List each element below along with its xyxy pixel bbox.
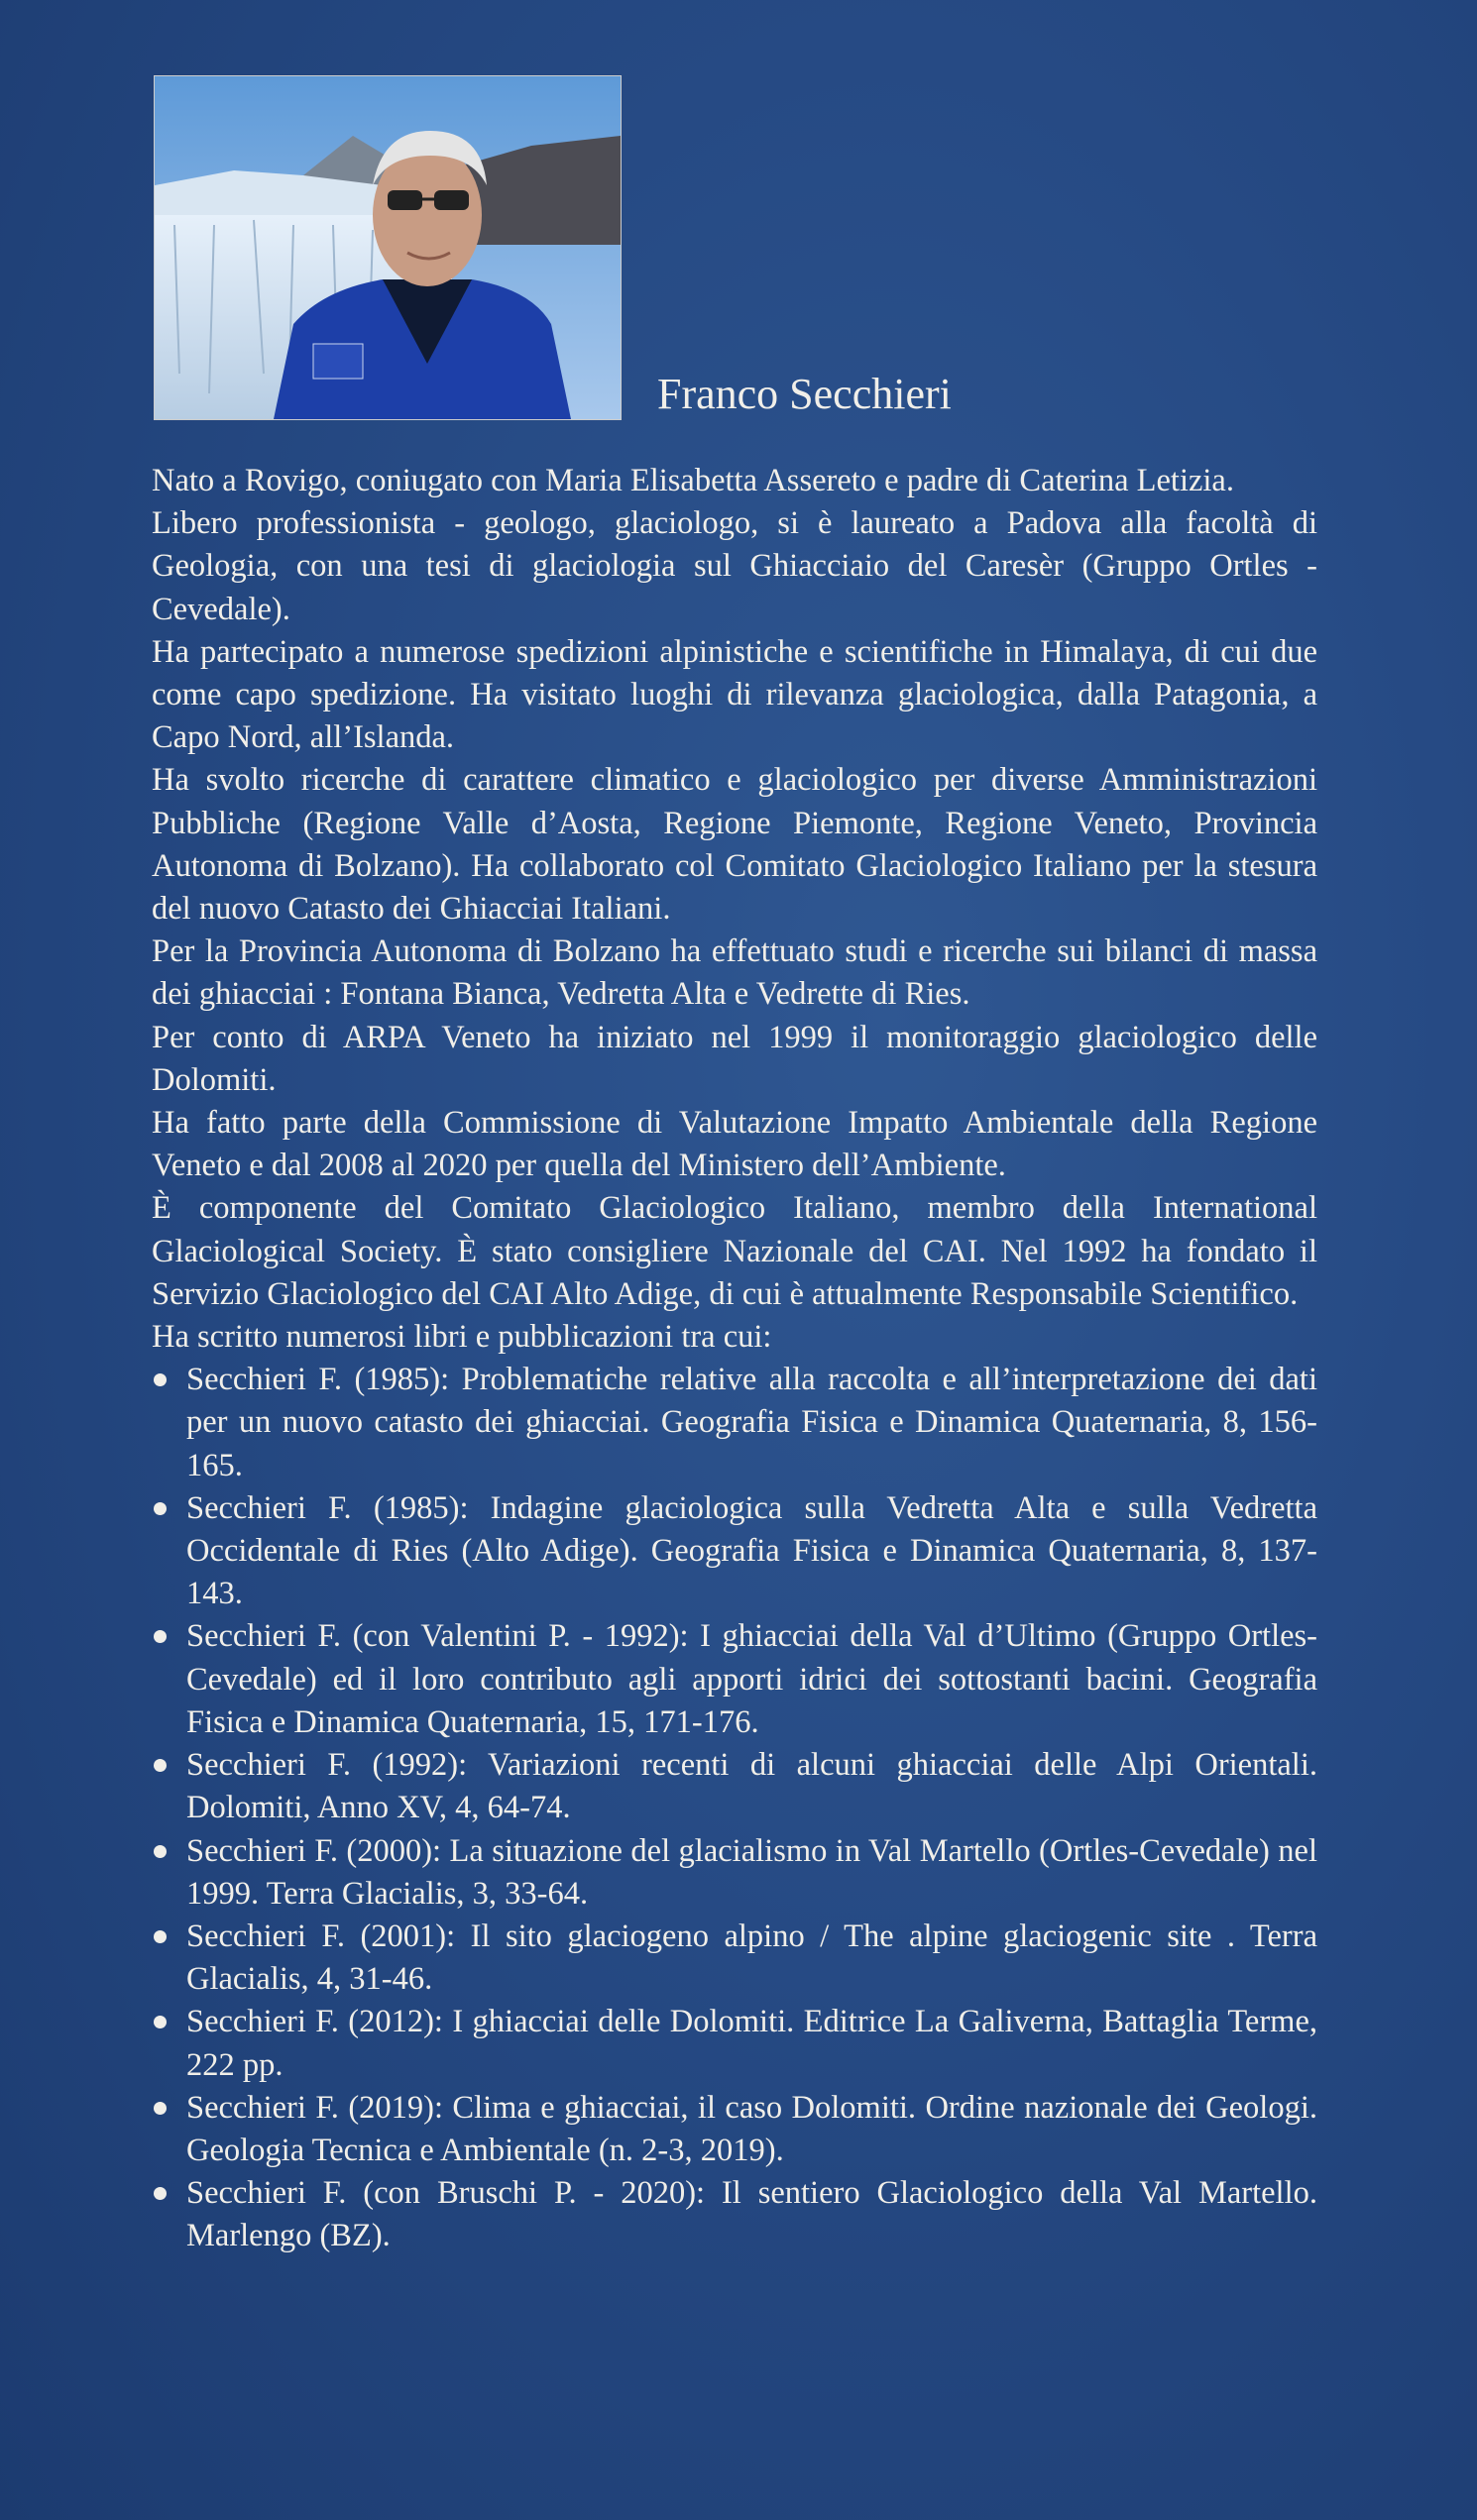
publication-list	[152, 1359, 1317, 2257]
publication-text: Secchieri F. (1985): Problematiche relative alla raccolta e all’interpretazione dei dati per un nuovo catasto dei ghiacciai. Geografia Fisica e Dinamica Quaternaria, 8, 156-165.	[186, 1362, 1317, 1483]
publication-text: Secchieri F. (2001): Il sito glaciogeno alpino / The alpine glaciogenic site . Terra Glacialis, 4, 31-46.	[186, 1917, 1317, 1998]
publication-item	[152, 1830, 1317, 1916]
publication-text: Secchieri F. (2000): La situazione del glacialismo in Val Martello (Ortles-Cevedale) nel 1999. Terra Glacialis, 3, 33-64.	[186, 1832, 1317, 1912]
publication-text: Secchieri F. (con Valentini P. - 1992): I ghiacciai della Val d’Ultimo (Gruppo Ortles-Cevedale) ed il loro contributo agli apporti idrici dei sottostanti bacini. Geografia Fisica e Dinamica Quaternaria, 15, 171-176.	[186, 1618, 1317, 1740]
bullet-icon	[154, 2187, 167, 2200]
publication-item	[152, 2087, 1317, 2172]
bullet-icon	[154, 2102, 167, 2115]
publication-text: Secchieri F. (2012): I ghiacciai delle Dolomiti. Editrice La Galiverna, Battaglia Terme, 222 pp.	[186, 2004, 1317, 2083]
publication-text: Secchieri F. (2019): Clima e ghiacciai, il caso Dolomiti. Ordine nazionale dei Geologi. Geologia Tecnica e Ambientale (n. 2-3, 2019).	[186, 2089, 1317, 2168]
biography	[152, 460, 1317, 2258]
bio-paragraph: Per la Provincia Autonoma di Bolzano ha effettuato studi e ricerche sui bilanci di massa dei ghiacciai : Fontana Bianca, Vedretta Alta e Vedrette di Ries.	[152, 933, 1317, 1013]
bio-paragraph: Libero professionista - geologo, glaciologo, si è laureato a Padova alla facoltà di Geologia, con una tesi di glaciologia sul Ghiacciaio del Caresèr (Gruppo Ortles - Cevedale).	[152, 505, 1317, 627]
bullet-icon	[154, 2016, 167, 2028]
author-photo	[154, 75, 622, 420]
bio-paragraph: Per conto di ARPA Veneto ha iniziato nel 1999 il monitoraggio glaciologico delle Dolomiti.	[152, 1019, 1317, 1098]
bio-paragraph: Ha scritto numerosi libri e pubblicazioni tra cui:	[152, 1319, 772, 1356]
bullet-icon	[154, 1845, 167, 1858]
bullet-icon	[154, 1930, 167, 1943]
bio-paragraph: Ha partecipato a numerose spedizioni alpinistiche e scientifiche in Himalaya, di cui due come capo spedizione. Ha visitato luoghi di rilevanza glaciologica, dalla Patagonia, a Capo Nord, all’Islanda.	[152, 633, 1317, 756]
publication-item	[152, 1359, 1317, 1487]
author-name: Franco Secchieri	[657, 370, 952, 418]
bio-paragraph: Ha svolto ricerche di carattere climatico e glaciologico per diverse Amministrazioni Pubbliche (Regione Valle d’Aosta, Regione Piemonte, Regione Veneto, Provincia Autonoma di Bolzano). Ha collaborato col Comitato Glaciologico Italiano per la stesura del nuovo Catasto dei Ghiacciai Italiani.	[152, 762, 1317, 928]
bullet-icon	[154, 1759, 167, 1772]
publication-text: Secchieri F. (1985): Indagine glaciologica sulla Vedretta Alta e sulla Vedretta Occidentale di Ries (Alto Adige). Geografia Fisica e Dinamica Quaternaria, 8, 137-143.	[186, 1489, 1317, 1612]
publication-text: Secchieri F. (1992): Variazioni recenti di alcuni ghiacciai delle Alpi Orientali. Dolomiti, Anno XV, 4, 64-74.	[186, 1747, 1317, 1826]
publication-item	[152, 1487, 1317, 1616]
bio-paragraph: È componente del Comitato Glaciologico Italiano, membro della International Glaciological Society. È stato consigliere Nazionale del CAI. Nel 1992 ha fondato il Servizio Glaciologico del CAI Alto Adige, di cui è attualmente Responsabile Scientifico.	[152, 1190, 1317, 1312]
publication-text: Secchieri F. (con Bruschi P. - 2020): Il sentiero Glaciologico della Val Martello. Marlengo (BZ).	[186, 2175, 1317, 2254]
bullet-icon	[154, 1502, 167, 1515]
publication-item	[152, 1916, 1317, 2001]
bullet-icon	[154, 1373, 167, 1386]
publication-item	[152, 2172, 1317, 2257]
bio-paragraph: Ha fatto parte della Commissione di Valutazione Impatto Ambientale della Regione Veneto e dal 2008 al 2020 per quella del Ministero dell’Ambiente.	[152, 1105, 1317, 1184]
publication-item	[152, 1744, 1317, 1829]
publication-item	[152, 1615, 1317, 1744]
bio-paragraph: Nato a Rovigo, coniugato con Maria Elisabetta Assereto e padre di Caterina Letizia.	[152, 463, 1234, 498]
bullet-icon	[154, 1630, 167, 1643]
publication-item	[152, 2001, 1317, 2086]
